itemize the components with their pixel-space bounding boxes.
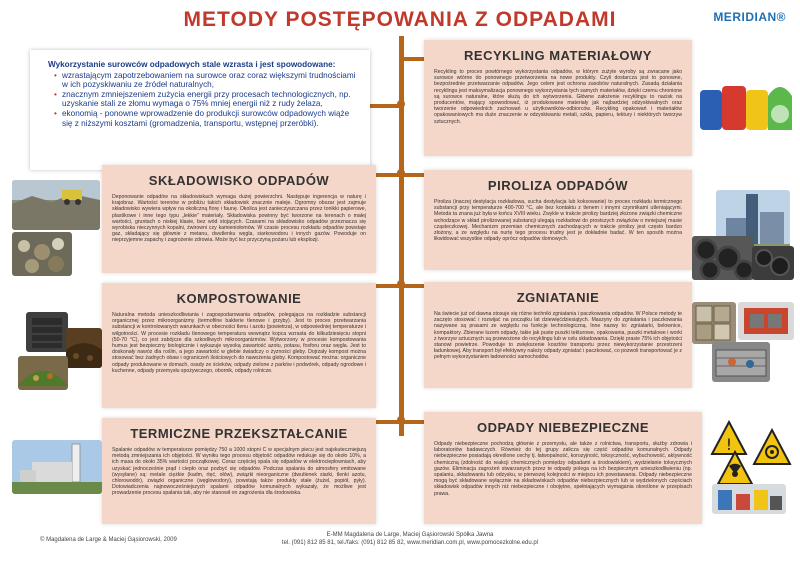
connector-piroliza xyxy=(402,173,424,177)
compost-bin-photo xyxy=(26,312,68,352)
panel-skladowisko xyxy=(102,165,376,273)
brand-logo: MERIDIAN® xyxy=(713,10,786,24)
intro-item: • ekonomią - ponowne wprowadzenie do produkcji surowców odpadowych wiąże się z niższymi kosztami (gromadzenia, transportu, wstępnej przeróbki). xyxy=(56,109,358,128)
connector-node xyxy=(397,100,405,108)
panel-title: RECYKLING MATERIAŁOWY xyxy=(464,48,652,63)
panel-title: ZGNIATANIE xyxy=(516,290,600,305)
compacted-cans-photo xyxy=(712,342,770,382)
connector-node xyxy=(397,280,405,288)
panel-zgniatanie xyxy=(424,282,692,388)
intro-item: • znacznym zmniejszeniem zużycia energii przy procesach technologicznych, np. uzyskanie stali ze złomu wymaga o 75% mniej energii niż z rudy żelaza, xyxy=(56,90,358,109)
intro-list xyxy=(48,71,358,129)
panel-kompostowanie xyxy=(102,283,376,408)
page-title: METODY POSTĘPOWANIA Z ODPADAMI xyxy=(183,8,617,31)
panel-title: ODPADY NIEBEZPIECZNE xyxy=(476,420,650,435)
footer-copyright: © Magdalena de Large & Maciej Gąsiorowski, 2009 xyxy=(40,537,177,543)
incineration-plant-photo xyxy=(12,440,102,494)
panel-piroliza xyxy=(424,170,692,270)
connector-node xyxy=(397,416,405,424)
panel-text: Naturalna metoda unieszkodliwiania i zagospodarowania odpadów, polegająca na rozkładzie substancji organicznej przez mikroorganizmy (termofilne bakterie tlenowe i grzyby). Jest to proces przetwarzania substancji w kontrolowanych warunkach w obecności tlenu i azotu (powietrza), w odpowiedniej temperaturze i wilgotności. W procesie rozkładu tlenowego temperatura wewnątrz kopca wzrasta do kilkudziesięciu stopni (50-70 °C), co jest zabójcze dla szkodliwych mikroorganizmów. Wytworzony w procesie kompostowania humus jest bezpieczny biologicznie i wykazuje wysoką zawartość azotu, potasu, fosforu oraz węgla. Jest to doskonały nawóz dla roślin, a jego zawartość w glebie świadczy o żyzności gleby. Dojrzały kompost można stosować bez żadnych obaw i ograniczeń ilościowych do nawożenia gleby. Kompostować można: organiczne odpady produkowane w domach, osady ze ścieków, odpady zielone z parków i podwórek, odpady ogrodowe i kuchenne, odpady przemysłu spożywczego, obornik, odpady rolnicze. xyxy=(112,312,366,374)
compacted-bales-photo xyxy=(692,302,736,344)
panel-title: KOMPOSTOWANIE xyxy=(176,291,302,306)
biohazard-icon xyxy=(752,428,792,466)
connector-zgniatanie xyxy=(402,284,424,288)
svg-text:!: ! xyxy=(725,435,733,454)
recycling-bins-photo xyxy=(696,72,794,138)
connector-node xyxy=(397,169,405,177)
panel-text: Na świecie już od dawna stosuje się różne techniki zgniatania i paczkowania odpadów. W Polsce metody te zaczęto stosować i rozwijać na początku lat dziewięćdziesiątych. Maszyny do zgniatania i paczkowania nazywane są prasami ze względu na funkcje technologiczną. Inne nazwy to: zgniatarki, belownice, kompaktory. Zbierane luzem odpady, takie jak puste puszki tekturowe, opakowania, puszki metalowe i worki z tworzyw sztucznych są przewożone do recyklingu lub w celu składowania. Dzięki prasie 75% ich objętości stanowi powietrze. Powoduje to zwiększenie kosztów transportu przez niewykorzystanie przestrzeni ładunkowej. Aby transport był efektywny należy odpady zgniatać i paczkować, co pozwoli transportować je z pełnym wykorzystaniem ładowności samochodów. xyxy=(434,311,682,361)
footer-company xyxy=(240,531,580,547)
footer-contact: tel. (091) 812 85 81, tel./faks: (091) 812 85 82, www.meridian.com.pl, www.pomocezkolne.edu.pl xyxy=(281,540,539,546)
tree-trunk xyxy=(399,36,404,436)
connector-recykling xyxy=(402,57,424,61)
compost-soil-photo xyxy=(66,328,102,368)
panel-title: PIROLIZA ODPADÓW xyxy=(487,178,629,193)
panel-text: Odpady niebezpieczne pochodzą głównie z przemysłu, ale także z rolnictwa, transportu, służby zdrowia i laboratoriów badawczych. Również do tej grupy zalicza się część odpadów komunalnych. Odpady niebezpieczne posiadają określone cechy tj. łatwopalność, korozyjność, toksyczność, wybuchowość, aktywność chemiczną (zdolność do reakcji chemicznych pomiędzy odpadami a środowiskiem), wydzielanie toksycznych gazów. Eliminacja zagrożeń stwarzanych przez te odpady polega na ich bezpiecznym unieszkodliwieniu (np. spalaniu, składowaniu lub odzysku, w pierwszej kolejności w miejscu ich powstawania. Odpady niebezpieczne mogą być składowane wyłącznie na składowiskach odpadów niebezpiecznych lub w wydzielonych częściach składowisk odpadów innych niż niebezpieczne i obojętne, spełniających wymagania określone w przepisach prawa. xyxy=(434,441,692,497)
radiation-icon xyxy=(716,450,754,486)
panel-text: Recykling to proces powtórnego wykorzystania odpadów, w którym zużyte wyroby są zwracane jako surowce wtórne do ponownego przetworzenia na nowe produkty. Czyli dostarcza jest to ponowne, bezpośrednie przetwarzanie odpadów. Jego celem jest ochrona zasobów naturalnych. Zasadą działania recyklingu jest maksymalizacja ponownego wykorzystania tych samych materiałów, dzięki czemu chronione są surowce naturalne, które służą do ich wytworzenia. Główne założenie recyklingu to nacisk na producentów, mający spowodować, iż produkowane materiały jak najbardziej odzyskiwalnych oraz tworzenie odpowiednich zachowań u użytkowników-odbiorców. Recykling opakowań i materiałów opakowaniowych ma duże znaczenie w odzyskiwaniu metali, szkła, papieru, tektury i niektórych tworzyw sztucznych. xyxy=(434,69,682,125)
hazardous-waste-photo xyxy=(712,484,786,514)
landfill-waste-photo xyxy=(12,232,72,276)
panel-niebezpieczne xyxy=(424,412,702,524)
intro-box xyxy=(30,50,370,170)
connector-niebezpieczne xyxy=(402,420,424,424)
intro-lead: Wykorzystanie surowców odpadowych stale wzrasta i jest spowodowane: xyxy=(48,60,336,69)
panel-text: Deponowanie odpadów na składowiskach wymaga dużej powierzchni. Następuje ingerencja w naturę i krajobraz. Wartości terenów w pobliżu takich składowisk znacznie maleje. Ogromny obszar jest zajmuje składowisko wywiera wpływ na okoliczną florę i faunę. Okolica jest zanieczyszczana przez tonikki papierowe, plastikowe i inne tego typu „lekkie” materiały. Składowiska powinny być tworzone na terenach o małej wartości, gruntach o niskiej klasie, bez wód stojących. Czasami na składowisko odpadów przeznacza się wyrobiska nieczynnych kopalni, żwirowni czy kamieniołomów. W czasie procesu rozkładu odpadów powstaje gaz, składający się głównie z metanu, dwutlenku węgla, siarkowodoru i innych gazów. Powoduje on nieprzyjemne zapachy i zagrożenie zdrowia. Może być też przyczyną pożaru lub eksplozji. xyxy=(112,194,366,244)
landfill-photo xyxy=(12,180,100,230)
tires-photo xyxy=(692,236,754,280)
panel-text: Spalanie odpadów w temperaturze pomiędzy 750 a 1000 stopni C w specjalnym piecu jest najskuteczniejszą metodą zmniejszania ich objętości. W wyniku tego procesu objętość odpadów redukuje się do około 10%, a ich masa do około 35% wartości początkowej. Coraz częściej spala się odpadów w elektrociepłowniach, aby uzyskać jednocześnie prąd i ciepło oraz pozbyć się odpadów. Podczas spalania do atmosfery emitowane (wysyłane) są: metale ciężkie (kadm, rtęć, ołów), związki nieorganiczne (dwutlenek siarki, tlenki azotu, chlorowodór), związki organiczne (węglowodory), powstają także produkty stałe (żużel, popiół, pyły). Dotowiadczenia najnowocześniejszych spalarni odpadów komunalnych wykazały, że możliwe jest prowadzenie procesu spalania tak, aby nie stanowił on zagrożenia dla środowiska. xyxy=(112,447,366,497)
compost-heap-photo xyxy=(18,356,68,390)
baling-press-photo xyxy=(738,302,794,340)
panel-title: TERMICZNE PRZEKSZTAŁCANIE xyxy=(130,426,348,441)
panel-termiczne xyxy=(102,418,376,524)
tire-pile-photo xyxy=(752,246,794,280)
panel-title: SKŁADOWISKO ODPADÓW xyxy=(148,173,330,188)
footer-company-name: E-MM Magdalena de Large, Maciej Gąsiorowski Spółka Jawna xyxy=(326,532,494,538)
panel-recykling xyxy=(424,40,692,156)
panel-text: Piroliza (inaczej destylacja rozkładowa, sucha destylacja lub koksowanie) to proces rozkładu termicznego substancji przy temperaturze 400-700 °C, ale bez kontaktu z tlenem i innymi czynnikami utleniającymi. Metoda ta znana już była w końcu XVIII wieku. Zwykle w trakcie pirolizy bardziej złożone związki chemiczne wchodzące w skład pirolizowanej substancji ulegają rozkładowi do prostszych związków o mniejszej masie cząsteczkowej. Mechanizm przemian chemicznych zachodzących w trakcie pirolizy jest często bardzo złożony, a ze względu na nurtę tego procesu trudny jest je dokładnie badać. W ten sposób można likwidować wszystkie odpady oprócz odpadów domowych. xyxy=(434,199,682,243)
intro-item: • wzrastającym zapotrzebowaniem na surowce oraz coraz większymi trudnościami w ich pozyskiwaniu ze źródeł naturalnych, xyxy=(56,71,358,90)
